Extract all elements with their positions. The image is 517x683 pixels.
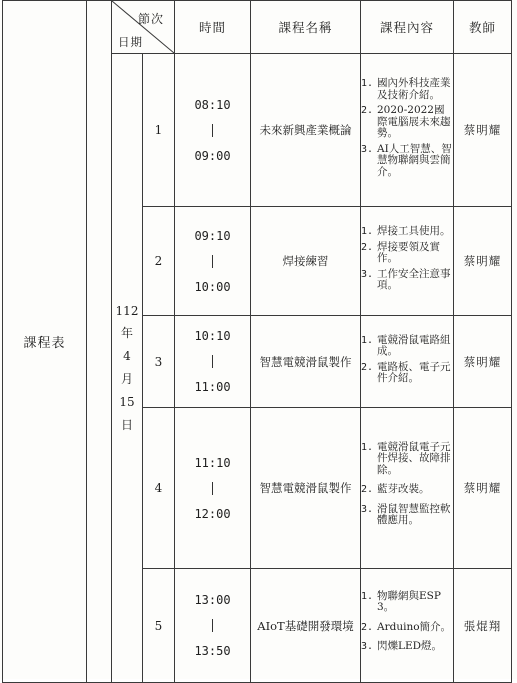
content-item: 2. 2020-2022國際電腦展未來趨勢。 [361, 104, 451, 139]
date-cell [112, 54, 143, 683]
period-number: 2 [143, 207, 175, 316]
content-item: 2. 藍芽改裝。 [361, 483, 430, 495]
time-separator [212, 355, 213, 368]
course-content [361, 54, 454, 207]
header-period: 節次 [137, 12, 164, 26]
teacher-name: 蔡明耀 [454, 316, 512, 408]
period-number: 4 [143, 408, 175, 569]
time-separator [212, 255, 213, 268]
time-cell [175, 207, 251, 316]
course-content [361, 316, 454, 408]
schedule-label: 課程表 [3, 1, 87, 683]
content-item: 1. 電競滑鼠電子元件焊接、故障排除。 [361, 440, 451, 476]
start-time: 10:10 [194, 329, 231, 343]
end-time: 09:00 [194, 148, 231, 163]
blank-margin-column [87, 1, 112, 683]
date-month: 4 [123, 349, 131, 364]
header-course-name: 課程名稱 [251, 1, 361, 54]
header-course-content: 課程內容 [361, 1, 454, 54]
period-number: 3 [143, 316, 175, 408]
time-cell [175, 316, 251, 408]
teacher-name: 蔡明耀 [454, 207, 512, 316]
header-teacher: 教師 [454, 1, 512, 54]
date-day: 15 [119, 394, 135, 409]
teacher-name: 蔡明耀 [454, 408, 512, 569]
content-item: 3. 滑鼠智慧監控軟體應用。 [361, 502, 451, 526]
time-separator [212, 482, 213, 495]
end-time: 11:00 [194, 380, 231, 394]
time-cell [175, 408, 251, 569]
content-item: 3. 閃爍LED燈。 [361, 640, 443, 652]
start-time: 08:10 [194, 97, 231, 112]
course-content [361, 207, 454, 316]
course-content [361, 569, 454, 683]
course-name: AIoT基礎開發環境 [251, 569, 361, 683]
start-time: 09:10 [194, 228, 231, 243]
course-name: 焊接練習 [251, 207, 361, 316]
date-month-char: 月 [120, 372, 133, 386]
time-cell [175, 569, 251, 683]
time-cell [175, 54, 251, 207]
course-name: 未來新興產業概論 [251, 54, 361, 207]
content-item: 2. Arduino簡介。 [361, 620, 452, 633]
header-time: 時間 [175, 1, 251, 54]
start-time: 13:00 [194, 593, 231, 607]
header-row [3, 1, 512, 54]
end-time: 13:50 [194, 644, 231, 658]
course-schedule-table [2, 0, 512, 683]
header-corner [112, 1, 175, 54]
content-item: 1. 國內外科技產業及技術介紹。 [361, 77, 451, 101]
header-date: 日期 [118, 35, 143, 49]
content-item: 3. 工作安全注意事項。 [361, 267, 451, 292]
course-content [361, 408, 454, 569]
period-number: 5 [143, 569, 175, 683]
time-separator [212, 619, 213, 632]
content-item: 1. 電競滑鼠電路組成。 [361, 333, 451, 357]
content-item: 1. 物聯網與ESP3。 [361, 589, 441, 613]
course-name: 智慧電競滑鼠製作 [251, 408, 361, 569]
teacher-name: 張焜翔 [454, 569, 512, 683]
content-item: 2. 電路板、電子元件介紹。 [361, 360, 451, 384]
date-year: 112 [115, 303, 139, 318]
content-item: 2. 焊接要領及實作。 [361, 240, 440, 265]
start-time: 11:10 [194, 455, 231, 470]
teacher-name: 蔡明耀 [454, 54, 512, 207]
date-year-char: 年 [120, 326, 133, 341]
time-separator [212, 124, 213, 137]
end-time: 10:00 [194, 279, 231, 294]
content-item: 1. 焊接工具使用。 [361, 225, 451, 238]
end-time: 12:00 [194, 506, 231, 521]
content-item: 3. AI人工智慧、智慧物聯網與雲簡介。 [361, 142, 452, 178]
course-name: 智慧電競滑鼠製作 [251, 316, 361, 408]
period-number: 1 [143, 54, 175, 207]
date-day-char: 日 [120, 417, 133, 432]
